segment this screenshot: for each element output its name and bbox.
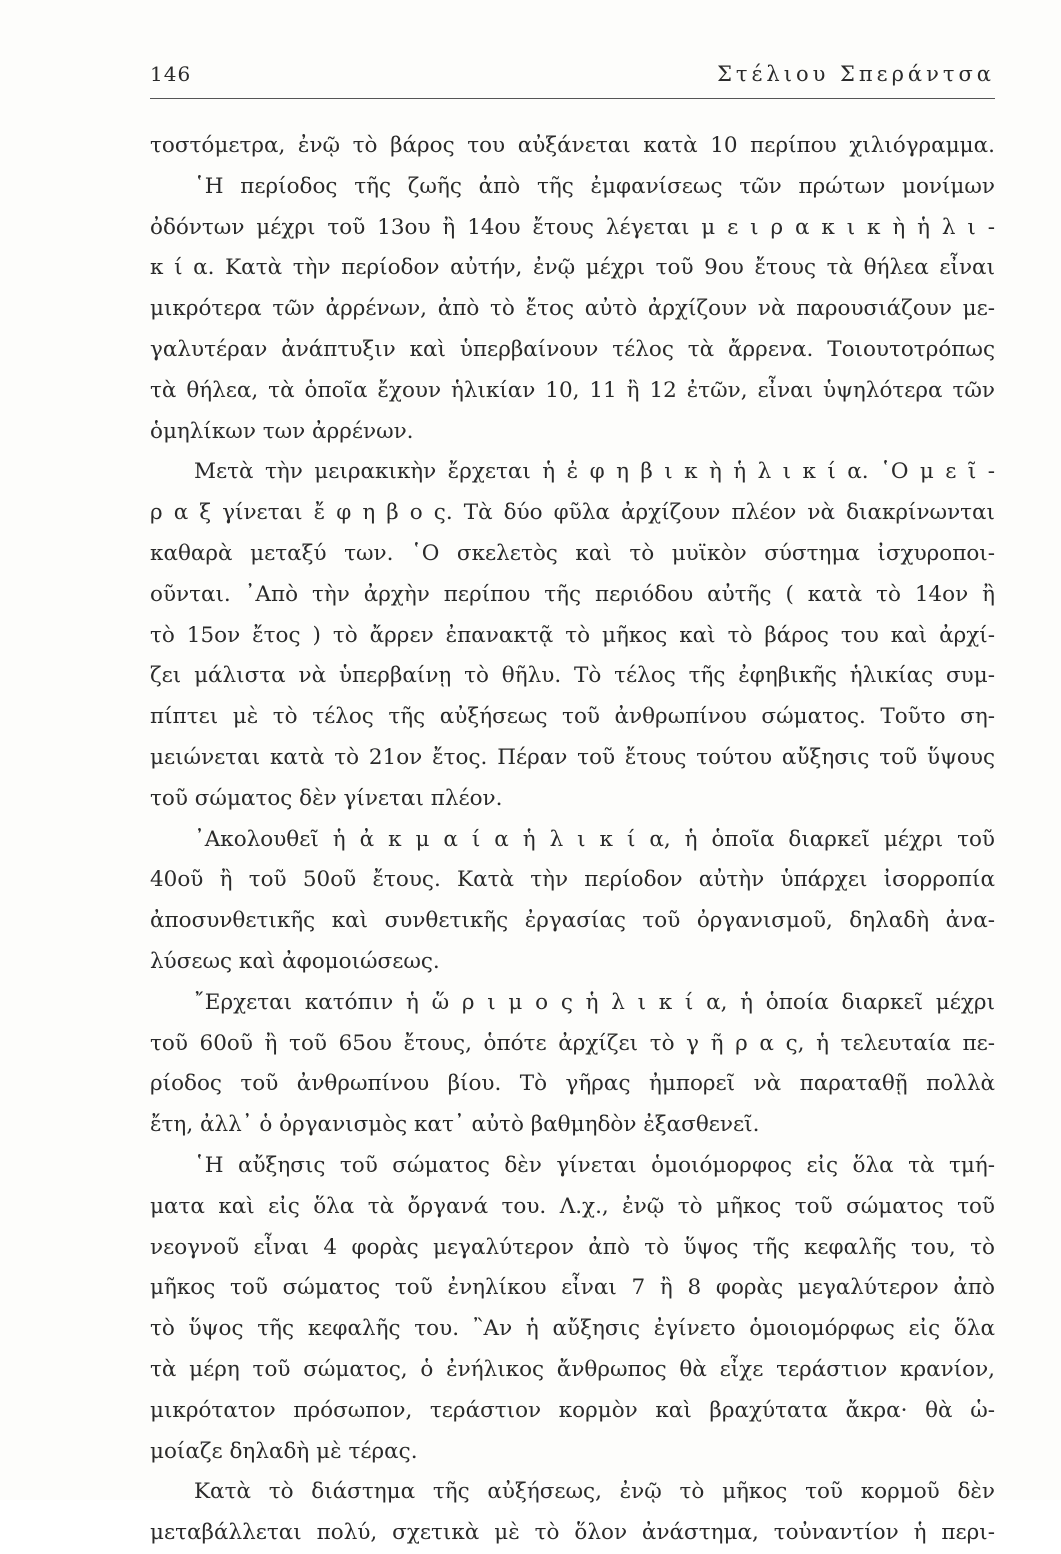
text-line: ἔτη, ἀλλ᾽ ὁ ὀργανισμὸς κατ᾽ αὐτὸ βαθμηδὸν ἐξασθενεῖ. bbox=[150, 1112, 760, 1138]
text-line: μεταβάλλεται πολύ, σχετικὰ μὲ τὸ ὅλον ἀνάστημα, τοὐναντίον ἡ περι- bbox=[150, 1520, 995, 1546]
text-line: ῾Η περίοδος τῆς ζωῆς ἀπὸ τῆς ἐμφανίσεως τῶν πρώτων μονίμων bbox=[194, 173, 995, 199]
text-line: λύσεως καὶ ἀφομοιώσεως. bbox=[150, 948, 440, 974]
text-line: ὀδόντων μέχρι τοῦ 13ου ἢ 14ου ἔτους λέγεται μ ε ι ρ α κ ι κ ὴ ἡ λ ι - bbox=[150, 214, 995, 240]
text-line: ῎Ερχεται κατόπιν ἡ ὥ ρ ι μ ο ς ἡ λ ι κ ί α, ἡ ὁποία διαρκεῖ μέχρι bbox=[194, 989, 995, 1015]
text-line: τὸ 15ον ἔτος ) τὸ ἄρρεν ἐπανακτᾷ τὸ μῆκος καὶ τὸ βάρος του καὶ ἀρχί- bbox=[150, 622, 995, 648]
text-line: ρ α ξ γίνεται ἔ φ η β ο ς. Τὰ δύο φῦλα ἀρχίζουν πλέον νὰ διακρίνωνται bbox=[150, 500, 995, 526]
text-line: μειώνεται κατὰ τὸ 21ον ἔτος. Πέραν τοῦ ἔτους τούτου αὔξησις τοῦ ὕψους bbox=[150, 744, 995, 770]
text-line: ῾Η αὔξησις τοῦ σώματος δὲν γίνεται ὁμοιόμορφος εἰς ὅλα τὰ τμή- bbox=[194, 1152, 995, 1178]
text-line: μικρότερα τῶν ἀρρένων, ἀπὸ τὸ ἔτος αὐτὸ ἀρχίζουν νὰ παρουσιάζουν με- bbox=[150, 296, 995, 322]
text-line: οῦνται. ᾿Απὸ τὴν ἀρχὴν περίπου τῆς περιόδου αὐτῆς ( κατὰ τὸ 14ον ἢ bbox=[150, 581, 995, 607]
page-number: 146 bbox=[150, 62, 192, 86]
text-line: τοστόμετρα, ἐνῷ τὸ βάρος του αὐξάνεται κατὰ 10 περίπου χιλιόγραμμα. bbox=[150, 133, 995, 158]
text-line: Μετὰ τὴν μειρακικὴν ἔρχεται ἡ ἐ φ η β ι κ ὴ ἡ λ ι κ ί α. ῾Ο μ ε ῖ - bbox=[194, 459, 995, 485]
header-rule bbox=[150, 98, 995, 99]
text-line: γαλυτέραν ἀνάπτυξιν καὶ ὑπερβαίνουν τέλος τὰ ἄρρενα. Τοιουτοτρόπως bbox=[150, 336, 995, 362]
text-line: πίπτει μὲ τὸ τέλος τῆς αὐξήσεως τοῦ ἀνθρωπίνου σώματος. Τοῦτο ση- bbox=[150, 704, 995, 730]
text-line: ὁμηλίκων των ἀρρένων. bbox=[150, 418, 414, 444]
text-line: Κατὰ τὸ διάστημα τῆς αὐξήσεως, ἐνῷ τὸ μῆκος τοῦ κορμοῦ δὲν bbox=[194, 1479, 995, 1505]
text-line: ρίοδος τοῦ ἀνθρωπίνου βίου. Τὸ γῆρας ἠμπορεῖ νὰ παραταθῇ πολλὰ bbox=[150, 1071, 995, 1097]
text-line: κ ί α. Κατὰ τὴν περίοδον αὐτήν, ἐνῷ μέχρι τοῦ 9ου ἔτους τὰ θήλεα εἶναι bbox=[150, 255, 995, 281]
text-line: ἀποσυνθετικῆς καὶ συνθετικῆς ἐργασίας τοῦ ὀργανισμοῦ, δηλαδὴ ἀνα- bbox=[150, 908, 995, 934]
text-line: νεογνοῦ εἶναι 4 φορὰς μεγαλύτερον ἀπὸ τὸ ὕψος τῆς κεφαλῆς του, τὸ bbox=[150, 1234, 995, 1260]
text-line: μῆκος τοῦ σώματος τοῦ ἐνηλίκου εἶναι 7 ἢ 8 φορὰς μεγαλύτερον ἀπὸ bbox=[150, 1275, 995, 1301]
running-head: Στέλιου Σπεράντσα bbox=[717, 62, 995, 86]
text-line: μικρότατον πρόσωπον, τεράστιον κορμὸν καὶ βραχύτατα ἄκρα· θὰ ὡ- bbox=[150, 1397, 995, 1423]
text-line: μοίαζε δηλαδὴ μὲ τέρας. bbox=[150, 1438, 418, 1464]
body-text bbox=[150, 126, 995, 1554]
text-line: τὰ θήλεα, τὰ ὁποῖα ἔχουν ἡλικίαν 10, 11 ἢ 12 ἐτῶν, εἶναι ὑψηλότερα τῶν bbox=[150, 377, 995, 403]
text-line: ματα καὶ εἰς ὅλα τὰ ὄργανά του. Λ.χ., ἐνῷ τὸ μῆκος τοῦ σώματος τοῦ bbox=[150, 1193, 995, 1219]
text-line: τοῦ σώματος δὲν γίνεται πλέον. bbox=[150, 785, 503, 811]
page-header bbox=[150, 62, 995, 94]
text-line: 40οῦ ἢ τοῦ 50οῦ ἔτους. Κατὰ τὴν περίοδον αὐτὴν ὑπάρχει ἰσορροπία bbox=[150, 867, 995, 893]
text-line: ζει μάλιστα νὰ ὑπερβαίνῃ τὸ θῆλυ. Τὸ τέλος τῆς ἐφηβικῆς ἡλικίας συμ- bbox=[150, 663, 995, 689]
text-line: τοῦ 60οῦ ἢ τοῦ 65ου ἔτους, ὁπότε ἀρχίζει τὸ γ ῆ ρ α ς, ἡ τελευταία πε- bbox=[150, 1030, 995, 1056]
text-line: τὸ ὕψος τῆς κεφαλῆς του. ῍Αν ἡ αὔξησις ἐγίνετο ὁμοιομόρφως εἰς ὅλα bbox=[150, 1316, 995, 1342]
text-line: καθαρὰ μεταξύ των. ῾Ο σκελετὸς καὶ τὸ μυϊκὸν σύστημα ἰσχυροποι- bbox=[150, 540, 995, 566]
text-line: ᾿Ακολουθεῖ ἡ ἀ κ μ α ί α ἡ λ ι κ ί α, ἡ ὁποῖα διαρκεῖ μέχρι τοῦ bbox=[194, 826, 995, 852]
text-line: τὰ μέρη τοῦ σώματος, ὁ ἐνήλικος ἄνθρωπος θὰ εἶχε τεράστιον κρανίον, bbox=[150, 1356, 995, 1382]
